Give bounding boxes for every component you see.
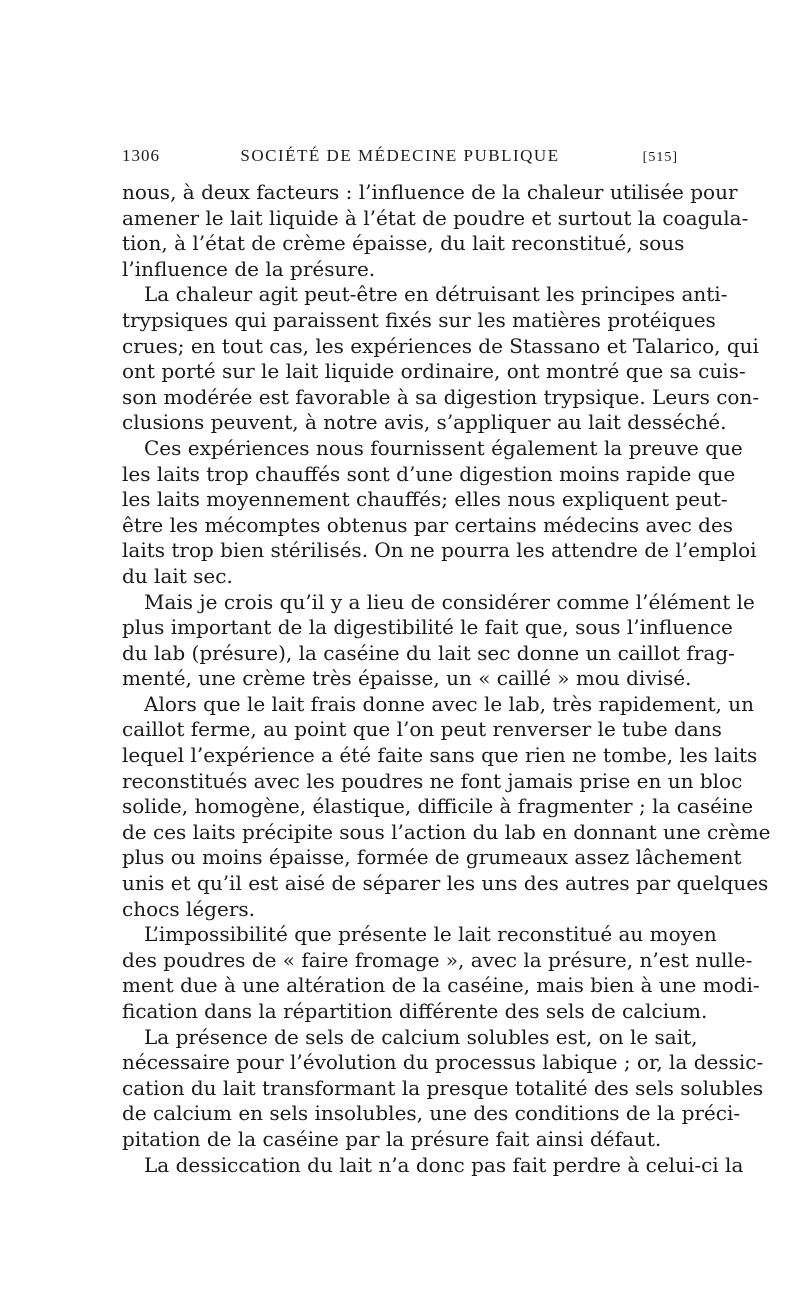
text-line: pitation de la caséine par la présure fait ainsi défaut. [122,1126,662,1151]
text-line: de calcium en sels insolubles, une des conditions de la préci- [122,1101,741,1126]
text-line: L’impossibilité que présente le lait reconstitué au moyen [144,922,717,947]
text-line: Ces expériences nous fournissent également la preuve que [144,435,743,460]
text-line: unis et qu’il est aisé de séparer les uns des autres par quelques [122,871,769,896]
text-line: des poudres de « faire fromage », avec la présure, n’est nulle- [122,947,753,972]
running-head [122,142,678,168]
text-line: La chaleur agit peut-être en détruisant les principes anti- [144,282,728,307]
text-line: lequel l’expérience a été faite sans que rien ne tombe, les laits [122,743,758,768]
text-line: les laits trop chauffés sont d’une digestion moins rapide que [122,461,736,486]
page-number: 1306 [122,146,160,165]
text-line: ont porté sur le lait liquide ordinaire, ont montré que sa cuis- [122,359,746,384]
text-line: Mais je crois qu’il y a lieu de considérer comme l’élément le [144,589,755,614]
text-line: crues; en tout cas, les expériences de Stassano et Talarico, qui [122,333,759,358]
text-line: solide, homogène, élastique, difficile à fragmenter ; la caséine [122,794,754,819]
text-line: reconstitués avec les poudres ne font jamais prise en un bloc [122,768,743,793]
text-line: être les mécomptes obtenus par certains médecins avec des [122,512,734,537]
text-line: tion, à l’état de crème épaisse, du lait reconstitué, sous [122,231,685,256]
text-line: les laits moyennement chauffés; elles nous expliquent peut- [122,487,728,512]
text-line: Alors que le lait frais donne avec le lab, très rapidement, un [144,691,754,716]
text-line: l’influence de la présure. [122,256,376,281]
text-line: du lab (présure), la caséine du lait sec donne un caillot frag- [122,640,735,665]
text-line: La dessiccation du lait n’a donc pas fait perdre à celui-ci la [144,1152,744,1177]
text-line: chocs légers. [122,896,255,921]
text-line: fication dans la répartition différente des sels de calcium. [122,999,708,1023]
text-line: nécessaire pour l’évolution du processus labique ; or, la dessic- [122,1050,764,1075]
running-title: SOCIÉTÉ DE MÉDECINE PUBLIQUE [240,146,560,165]
text-line: ment due à une altération de la caséine, mais bien à une modi- [122,973,760,998]
text-line: cation du lait transformant la presque totalité des sels solubles [122,1075,764,1100]
text-line: La présence de sels de calcium solubles est, on le sait, [144,1024,698,1049]
text-line: de ces laits précipite sous l’action du lab en donnant une crème [122,819,771,844]
text-line: amener le lait liquide à l’état de poudre et surtout la coagula- [122,205,749,230]
text-line: laits trop bien stérilisés. On ne pourra les attendre de l’emploi [122,538,757,563]
text-line: clusions peuvent, à notre avis, s’appliquer au lait desséché. [122,410,727,435]
body-text [122,180,771,1178]
text-line: du lait sec. [122,563,233,588]
text-line: caillot ferme, au point que l’on peut renverser le tube dans [122,717,722,742]
text-line: menté, une crème très épaisse, un « caillé » mou divisé. [122,666,692,691]
text-line: plus important de la digestibilité le fait que, sous l’influence [122,615,733,640]
text-line: son modérée est favorable à sa digestion trypsique. Leurs con- [122,384,760,409]
text-line: nous, à deux facteurs : l’influence de la chaleur utilisée pour [122,180,738,204]
text-line: plus ou moins épaisse, formée de grumeaux assez lâchement [122,845,742,870]
bracket-page-number: [515] [642,150,678,165]
text-line: trypsiques qui paraissent fixés sur les matières protéiques [122,307,716,332]
